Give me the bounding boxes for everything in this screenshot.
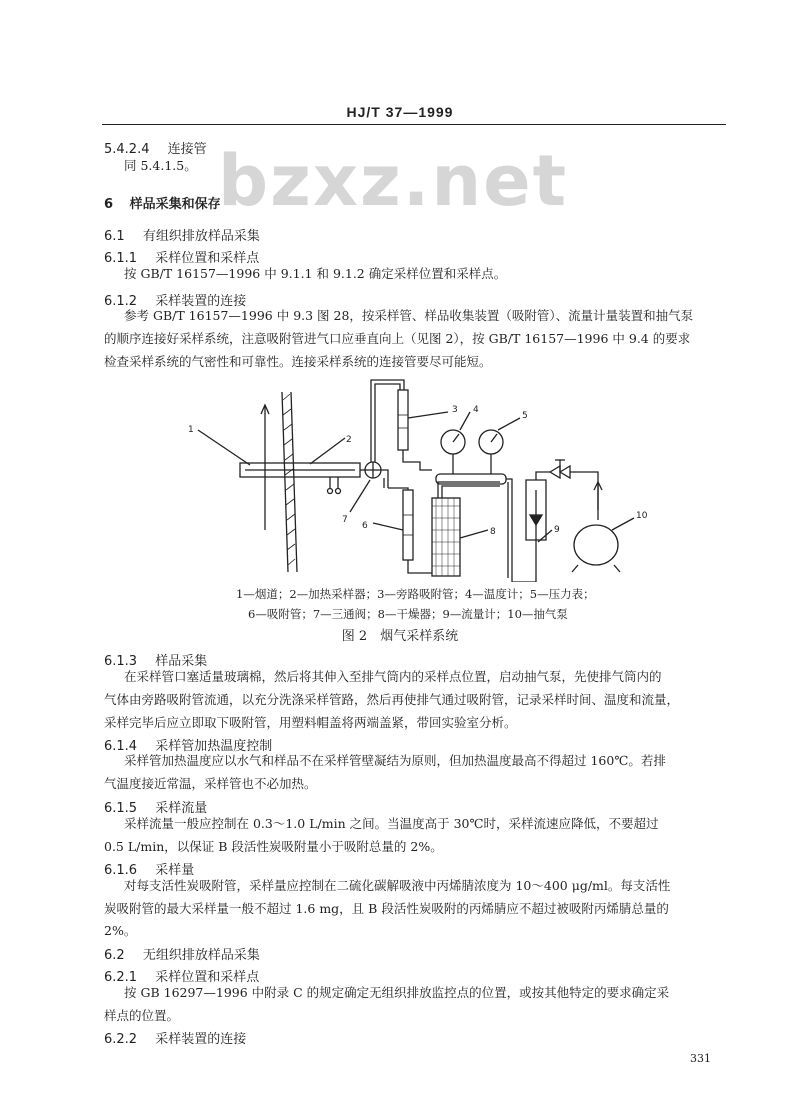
section-number: 6 — [104, 197, 114, 212]
flue-wall — [282, 392, 288, 572]
section-number: 6.1.5 — [104, 801, 138, 816]
section-613-line-1: 在采样管口塞适量玻璃棉，然后将其伸入至排气筒内的采样点位置，启动抽气泵，先使排气筒内的 — [124, 669, 662, 684]
section-614-line-1: 采样管加热温度应以水气和样品不在采样管壁凝结为原则，但加热温度最高不得超过 160℃。若排 — [124, 753, 666, 768]
section-616-line-3: 2%。 — [104, 923, 137, 938]
section-title: 采样流量 — [155, 801, 208, 816]
figure-title: 图 2 烟气采样系统 — [341, 629, 459, 644]
section-number: 5.4.2.4 — [104, 142, 150, 157]
figure-label-1: 1 — [188, 425, 194, 435]
figure-legend-line-1: 1—烟道；2—加热采样器；3—旁路吸附管；4—温度计；5—压力表； — [236, 587, 595, 601]
section-title: 连接管 — [167, 142, 207, 157]
figure-label-10: 10 — [636, 511, 648, 521]
section-5424-body: 同 5.4.1.5。 — [124, 158, 197, 173]
section-612-line-3: 检查采样系统的气密性和可靠性。连接采样系统的连接管要尽可能短。 — [104, 354, 492, 369]
section-62-heading — [104, 944, 260, 963]
section-title: 样品采集 — [155, 654, 208, 669]
section-title: 采样位置和采样点 — [155, 251, 260, 266]
figure-label-5: 5 — [522, 411, 528, 421]
section-number: 6.1 — [104, 229, 125, 244]
section-611-body: 按 GB/T 16157—1996 中 9.1.1 和 9.1.2 确定采样位置和采样点。 — [124, 266, 507, 281]
header-rule — [102, 124, 726, 125]
section-614-line-2: 气温度接近常温，采样管也不必加热。 — [104, 776, 317, 791]
figure-label-9: 9 — [554, 525, 560, 535]
section-613-line-2: 气体由旁路吸附管流通，以充分洗涤采样管路，然后再使排气通过吸附管，记录采样时间、温度和流量， — [104, 692, 680, 707]
section-622-heading — [104, 1028, 246, 1047]
page-number: 331 — [690, 1052, 711, 1065]
section-615-line-1: 采样流量一般应控制在 0.3～1.0 L/min 之间。当温度高于 30℃时，采样流速应降低，不要超过 — [124, 816, 659, 831]
section-title: 采样量 — [155, 863, 195, 878]
section-number: 6.1.2 — [104, 294, 138, 309]
section-612-line-2: 的顺序连接好采样系统，注意吸附管进气口应垂直向上（见图 2），按 GB/T 16157—1996 中 9.4 的要求 — [104, 331, 691, 346]
section-title: 采样管加热温度控制 — [155, 739, 273, 754]
bypass-adsorption-tube — [398, 390, 408, 450]
section-number: 6.1.6 — [104, 863, 138, 878]
figure-legend-line-2: 6—吸附管；7—三通阀；8—干燥器；9—流量计；10—抽气泵 — [248, 607, 568, 621]
section-616-line-2: 炭吸附管的最大采样量一般不超过 1.6 mg，且 B 段活性炭吸附的丙烯腈应不超过被吸附丙烯腈总量的 — [104, 901, 669, 916]
figure-label-7: 7 — [342, 515, 348, 525]
section-621-line-2: 样点的位置。 — [104, 1008, 180, 1023]
figure-sampling-system — [170, 370, 670, 582]
section-title: 样品采集和保存 — [129, 197, 221, 212]
air-pump — [574, 525, 618, 565]
section-title: 采样装置的连接 — [155, 294, 247, 309]
section-number: 6.2.2 — [104, 1032, 138, 1047]
section-616-line-1: 对每支活性炭吸附管，采样量应控制在二硫化碳解吸液中丙烯腈浓度为 10～400 μg/ml。每支活性 — [124, 878, 671, 893]
section-title: 有组织排放样品采集 — [142, 229, 260, 244]
figure-label-2: 2 — [346, 435, 352, 445]
section-title: 采样装置的连接 — [155, 1032, 247, 1047]
figure-label-8: 8 — [490, 527, 496, 537]
section-number: 6.1.3 — [104, 654, 138, 669]
section-613-line-3: 采样完毕后应立即取下吸附管，用塑料帽盖将两端盖紧，带回实验室分析。 — [104, 715, 517, 730]
figure-label-3: 3 — [452, 405, 458, 415]
watermark: bzxz.net — [218, 140, 569, 222]
section-number: 6.1.4 — [104, 739, 138, 754]
section-title: 采样位置和采样点 — [155, 970, 260, 985]
page-header: HJ/T 37—1999 — [346, 104, 454, 120]
section-number: 6.1.1 — [104, 251, 138, 266]
section-number: 6.2 — [104, 948, 125, 963]
section-number: 6.2.1 — [104, 970, 138, 985]
section-title: 无组织排放样品采集 — [142, 948, 260, 963]
section-6-heading — [104, 193, 221, 212]
section-615-line-2: 0.5 L/min，以保证 B 段活性炭吸附量小于吸附总量的 2%。 — [104, 839, 443, 854]
adsorption-tube — [403, 490, 413, 560]
section-612-line-1: 参考 GB/T 16157—1996 中 9.3 图 28，按采样管、样品收集装置（吸附管）、流量计量装置和抽气泵 — [124, 308, 694, 323]
figure-label-6: 6 — [362, 521, 368, 531]
section-61-heading — [104, 225, 260, 244]
section-621-line-1: 按 GB 16297—1996 中附录 C 的规定确定无组织排放监控点的位置，或按其他特定的要求确定采 — [124, 985, 670, 1000]
figure-label-4: 4 — [473, 405, 479, 415]
